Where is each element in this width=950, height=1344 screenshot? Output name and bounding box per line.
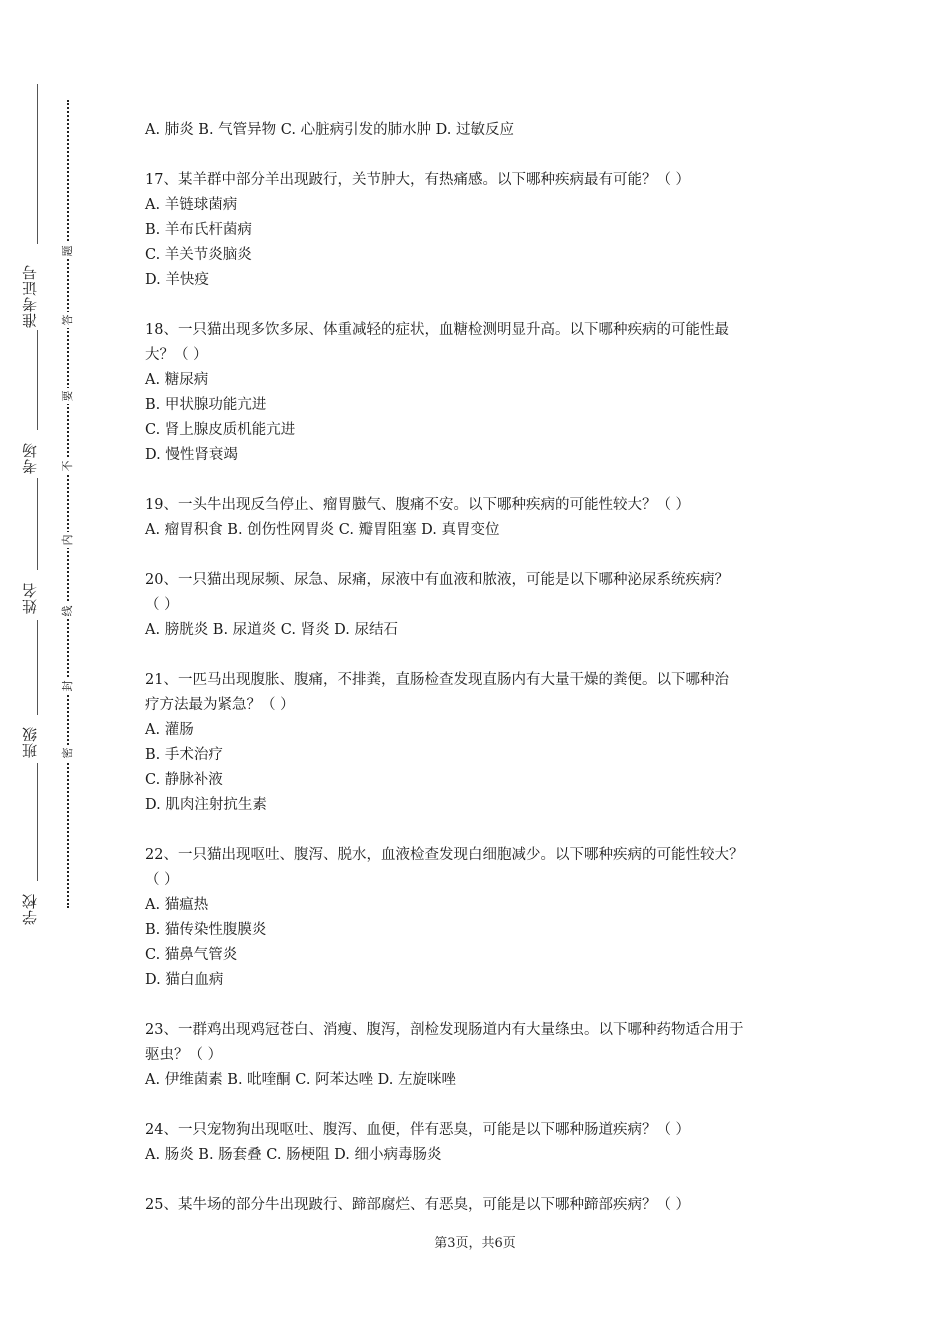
question-19: [145, 493, 815, 543]
question-stem-cont: （ ）: [145, 597, 179, 613]
question-stem: 19、一头牛出现反刍停止、瘤胃臌气、腹痛不安。以下哪种疾病的可能性较大？（ ）: [145, 497, 691, 513]
page-number: 第3页，共6页: [434, 1236, 516, 1251]
seal-char: 封: [60, 678, 76, 694]
question-22: [145, 843, 815, 993]
seal-char: 内: [60, 532, 76, 548]
margin-solid-line: [37, 84, 38, 244]
option-a: A. 糖尿病: [145, 372, 209, 388]
seal-char: 要: [60, 388, 76, 404]
school-label: 学校: [21, 893, 39, 925]
question-stem: 23、一群鸡出现鸡冠苍白、消瘦、腹泻，剖检发现肠道内有大量绦虫。以下哪种药物适合用于: [145, 1022, 744, 1038]
question-list: [145, 118, 815, 1218]
option-a: A. 猫瘟热: [145, 897, 209, 913]
question-23: [145, 1018, 815, 1093]
seal-char: 密: [60, 745, 76, 761]
margin-solid-line: [37, 620, 38, 715]
question-stem: 25、某牛场的部分牛出现跛行、蹄部腐烂、有恶臭，可能是以下哪种蹄部疾病？（ ）: [145, 1197, 691, 1213]
question-17: [145, 168, 815, 293]
question-24: [145, 1118, 815, 1168]
inline-options: A. 瘤胃积食 B. 创伤性网胃炎 C. 瓣胃阻塞 D. 真胃变位: [145, 522, 500, 538]
question-stem: 20、一只猫出现尿频、尿急、尿痛，尿液中有血液和脓液，可能是以下哪种泌尿系统疾病？: [145, 572, 729, 588]
margin-solid-line: [37, 478, 38, 570]
question-stem: 21、一匹马出现腹胀、腹痛，不排粪，直肠检查发现直肠内有大量干燥的粪便。以下哪种治: [145, 672, 729, 688]
question-stem-cont: 疗方法最为紧急？（ ）: [145, 697, 295, 713]
option-c: C. 静脉补液: [145, 772, 223, 788]
question-stem: 17、某羊群中部分羊出现跛行，关节肿大，有热痛感。以下哪种疾病最有可能？（ ）: [145, 172, 691, 188]
class-label: 班级: [21, 726, 39, 758]
option-a: A. 灌肠: [145, 722, 194, 738]
option-b: B. 手术治疗: [145, 747, 223, 763]
option-d: D. 肌肉注射抗生素: [145, 797, 267, 813]
option-b: B. 猫传染性腹膜炎: [145, 922, 267, 938]
option-b: B. 甲状腺功能亢进: [145, 397, 267, 413]
inline-options: A. 肺炎 B. 气管异物 C. 心脏病引发的肺水肿 D. 过敏反应: [145, 122, 515, 138]
question-20: [145, 568, 815, 643]
binding-margin: [0, 0, 100, 1344]
inline-options: A. 膀胱炎 B. 尿道炎 C. 肾炎 D. 尿结石: [145, 622, 399, 638]
question-18: [145, 318, 815, 468]
exam-room-label: 考场: [21, 442, 39, 474]
seal-char: 线: [60, 603, 76, 619]
option-d: D. 猫白血病: [145, 972, 224, 988]
question-21: [145, 668, 815, 818]
inline-options: A. 伊维菌素 B. 吡喹酮 C. 阿苯达唑 D. 左旋咪唑: [145, 1072, 457, 1088]
question-25: [145, 1193, 815, 1218]
question-stem: 22、一只猫出现呕吐、腹泻、脱水，血液检查发现白细胞减少。以下哪种疾病的可能性较大？: [145, 847, 744, 863]
exam-number-label: 准考证号: [21, 264, 39, 328]
option-d: D. 羊快疫: [145, 272, 209, 288]
question-stem-cont: （ ）: [145, 872, 179, 888]
seal-char: 不: [60, 458, 76, 474]
question-stem-cont: 驱虫？（ ）: [145, 1047, 223, 1063]
margin-solid-line: [37, 763, 38, 881]
margin-solid-line: [37, 330, 38, 430]
option-c: C. 肾上腺皮质机能亢进: [145, 422, 296, 438]
seal-dotted-line: [67, 100, 69, 908]
seal-char: 题: [60, 243, 76, 259]
option-d: D. 慢性肾衰竭: [145, 447, 238, 463]
question-stem: 24、一只宠物狗出现呕吐、腹泻、血便，伴有恶臭，可能是以下哪种肠道疾病？（ ）: [145, 1122, 691, 1138]
option-a: A. 羊链球菌病: [145, 197, 238, 213]
question-stem: 18、一只猫出现多饮多尿、体重减轻的症状，血糖检测明显升高。以下哪种疾病的可能性最: [145, 322, 729, 338]
name-label: 姓名: [21, 582, 39, 614]
seal-char: 答: [60, 312, 76, 328]
option-c: C. 羊关节炎脑炎: [145, 247, 252, 263]
option-c: C. 猫鼻气管炎: [145, 947, 238, 963]
option-b: B. 羊布氏杆菌病: [145, 222, 252, 238]
question-stem-cont: 大？（ ）: [145, 347, 208, 363]
question-16-options: [145, 118, 815, 143]
inline-options: A. 肠炎 B. 肠套叠 C. 肠梗阻 D. 细小病毒肠炎: [145, 1147, 442, 1163]
